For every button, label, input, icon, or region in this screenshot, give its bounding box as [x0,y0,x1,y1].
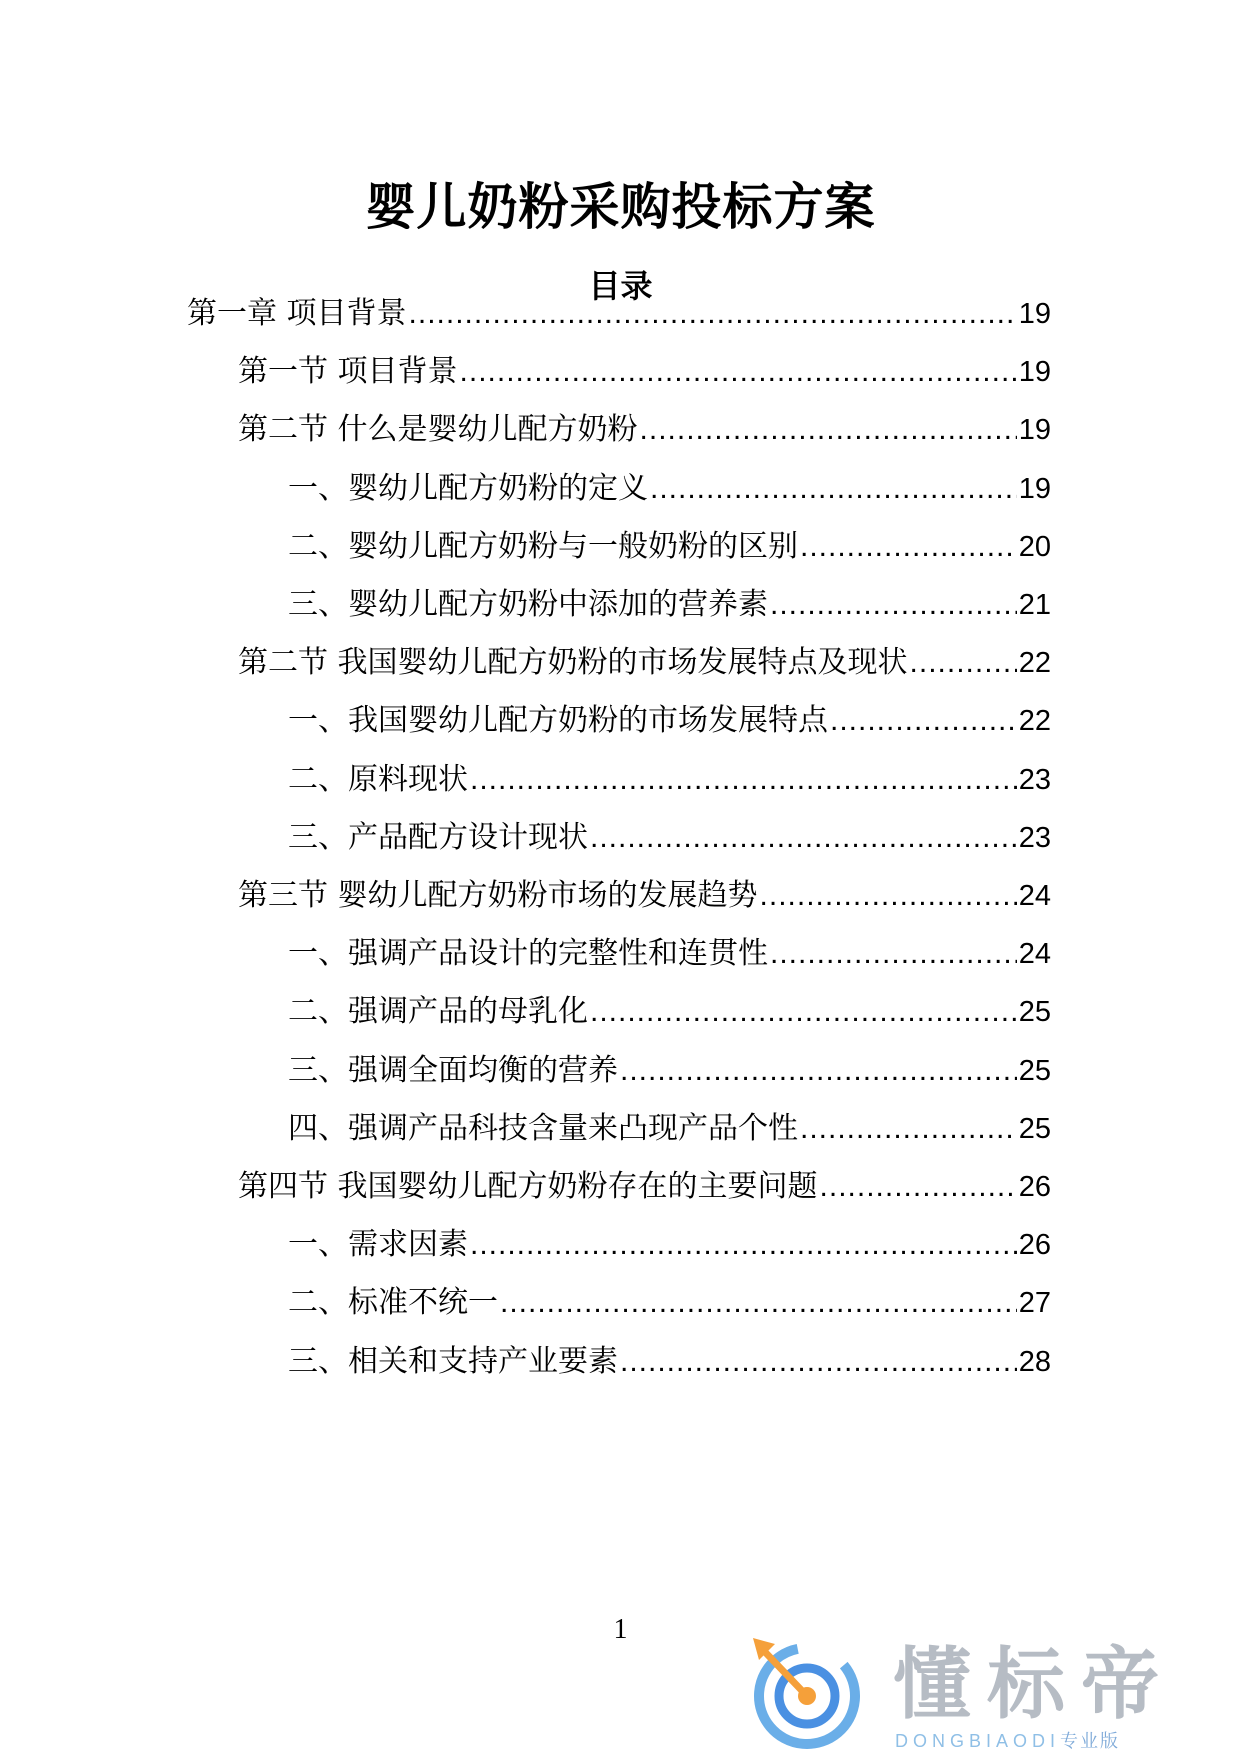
toc-entry[interactable] [238,1165,1051,1209]
toc-entry[interactable] [288,699,1051,743]
watermark-logo [745,1630,1241,1754]
toc-entry-page: 23 [1018,821,1051,854]
toc-entry[interactable] [238,874,1051,918]
toc-dot-leader [820,1165,1017,1209]
toc-entry-page: 19 [1018,414,1051,447]
toc-entry[interactable] [288,525,1051,569]
toc-entry[interactable] [288,1107,1051,1151]
toc-dot-leader [409,292,1017,336]
watermark-brand-name: 懂标帝 [893,1640,1176,1730]
toc-entry[interactable] [288,1281,1051,1325]
toc-dot-leader [800,525,1017,569]
toc-entry-label: 第一章 项目背景 [187,296,407,331]
toc-entry-label: 第三节 婴幼儿配方奶粉市场的发展趋势 [238,878,758,913]
toc-entry[interactable] [288,932,1051,976]
toc-dot-leader [460,350,1017,394]
watermark-subtitle [895,1730,1120,1753]
toc-entry-page: 23 [1018,763,1051,796]
target-arrow-icon [745,1630,865,1754]
toc-dot-leader [760,874,1017,918]
toc-entry[interactable] [288,1223,1051,1267]
watermark-edition: 专业版 [1060,1731,1121,1752]
toc-dot-leader [770,932,1017,976]
toc-entry-page: 24 [1018,880,1051,912]
toc-entry-label: 一、需求因素 [288,1227,468,1263]
toc-entry-page: 25 [1018,996,1051,1029]
toc-entry-page: 20 [1018,530,1051,563]
toc-entry-page: 24 [1018,938,1051,971]
toc-dot-leader [620,1049,1017,1093]
toc-entry-label: 四、强调产品科技含量来凸现产品个性 [288,1110,798,1146]
toc-entry-page: 19 [1018,472,1051,505]
page-number: 1 [613,1614,628,1645]
toc-entry-page: 25 [1018,1054,1051,1087]
toc-entry-page: 26 [1018,1171,1051,1203]
toc-entry-page: 19 [1018,298,1051,330]
toc-entry[interactable] [288,467,1051,511]
toc-entry-label: 二、原料现状 [288,761,468,797]
toc-dot-leader [590,816,1017,860]
toc-entry-page: 22 [1018,647,1051,680]
toc-entry-page: 25 [1018,1112,1051,1145]
toc-entry-page: 28 [1018,1345,1051,1378]
toc-entry-label: 三、婴幼儿配方奶粉中添加的营养素 [288,587,768,622]
toc-entry-label: 第二节 什么是婴幼儿配方奶粉 [238,412,638,448]
toc-entry-label: 一、婴幼儿配方奶粉的定义 [288,470,648,506]
toc-entry-label: 二、婴幼儿配方奶粉与一般奶粉的区别 [288,528,798,564]
toc-dot-leader [800,1107,1017,1151]
toc-entry-page: 19 [1018,356,1051,389]
toc-dot-leader [770,583,1017,627]
toc-entry-label: 一、强调产品设计的完整性和连贯性 [288,936,768,972]
toc-heading: 目录 [588,267,653,305]
toc-dot-leader [590,990,1017,1034]
toc-entry-page: 22 [1018,705,1051,738]
toc-dot-leader [650,467,1017,511]
toc-dot-leader [830,699,1017,743]
document-title: 婴儿奶粉采购投标方案 [365,178,876,236]
toc-entry-label: 二、强调产品的母乳化 [288,994,588,1030]
toc-entry-label: 二、标准不统一 [288,1285,498,1321]
toc-entry-label: 三、产品配方设计现状 [288,819,588,855]
toc-entry[interactable] [288,1049,1051,1093]
watermark-pinyin: DONGBIAODI [895,1731,1061,1751]
toc-dot-leader [640,408,1017,452]
toc-entry-label: 三、相关和支持产业要素 [288,1343,618,1379]
toc-entry-page: 21 [1018,589,1051,621]
toc-entry-page: 27 [1018,1287,1051,1320]
toc-entry-label: 第四节 我国婴幼儿配方奶粉存在的主要问题 [238,1169,818,1204]
toc-entry[interactable] [288,583,1051,627]
toc-entry-label: 第二节 我国婴幼儿配方奶粉的市场发展特点及现状 [238,645,908,681]
toc-dot-leader [470,758,1017,802]
toc-entry[interactable] [288,1340,1051,1384]
toc-entry[interactable] [238,350,1051,394]
toc-entry-label: 三、强调全面均衡的营养 [288,1052,618,1088]
toc-entry-label: 一、我国婴幼儿配方奶粉的市场发展特点 [288,703,828,739]
toc-dot-leader [500,1281,1017,1325]
toc-dot-leader [620,1340,1017,1384]
toc-entry[interactable] [238,408,1051,452]
toc-entry[interactable] [238,641,1051,685]
toc-dot-leader [470,1223,1017,1267]
toc-entry[interactable] [288,816,1051,860]
toc-dot-leader [910,641,1017,685]
toc-entry-label: 第一节 项目背景 [238,354,458,390]
toc-entry-page: 26 [1018,1229,1051,1262]
toc-entry[interactable] [288,758,1051,802]
toc-entry[interactable] [187,292,1051,336]
toc-entry[interactable] [288,990,1051,1034]
